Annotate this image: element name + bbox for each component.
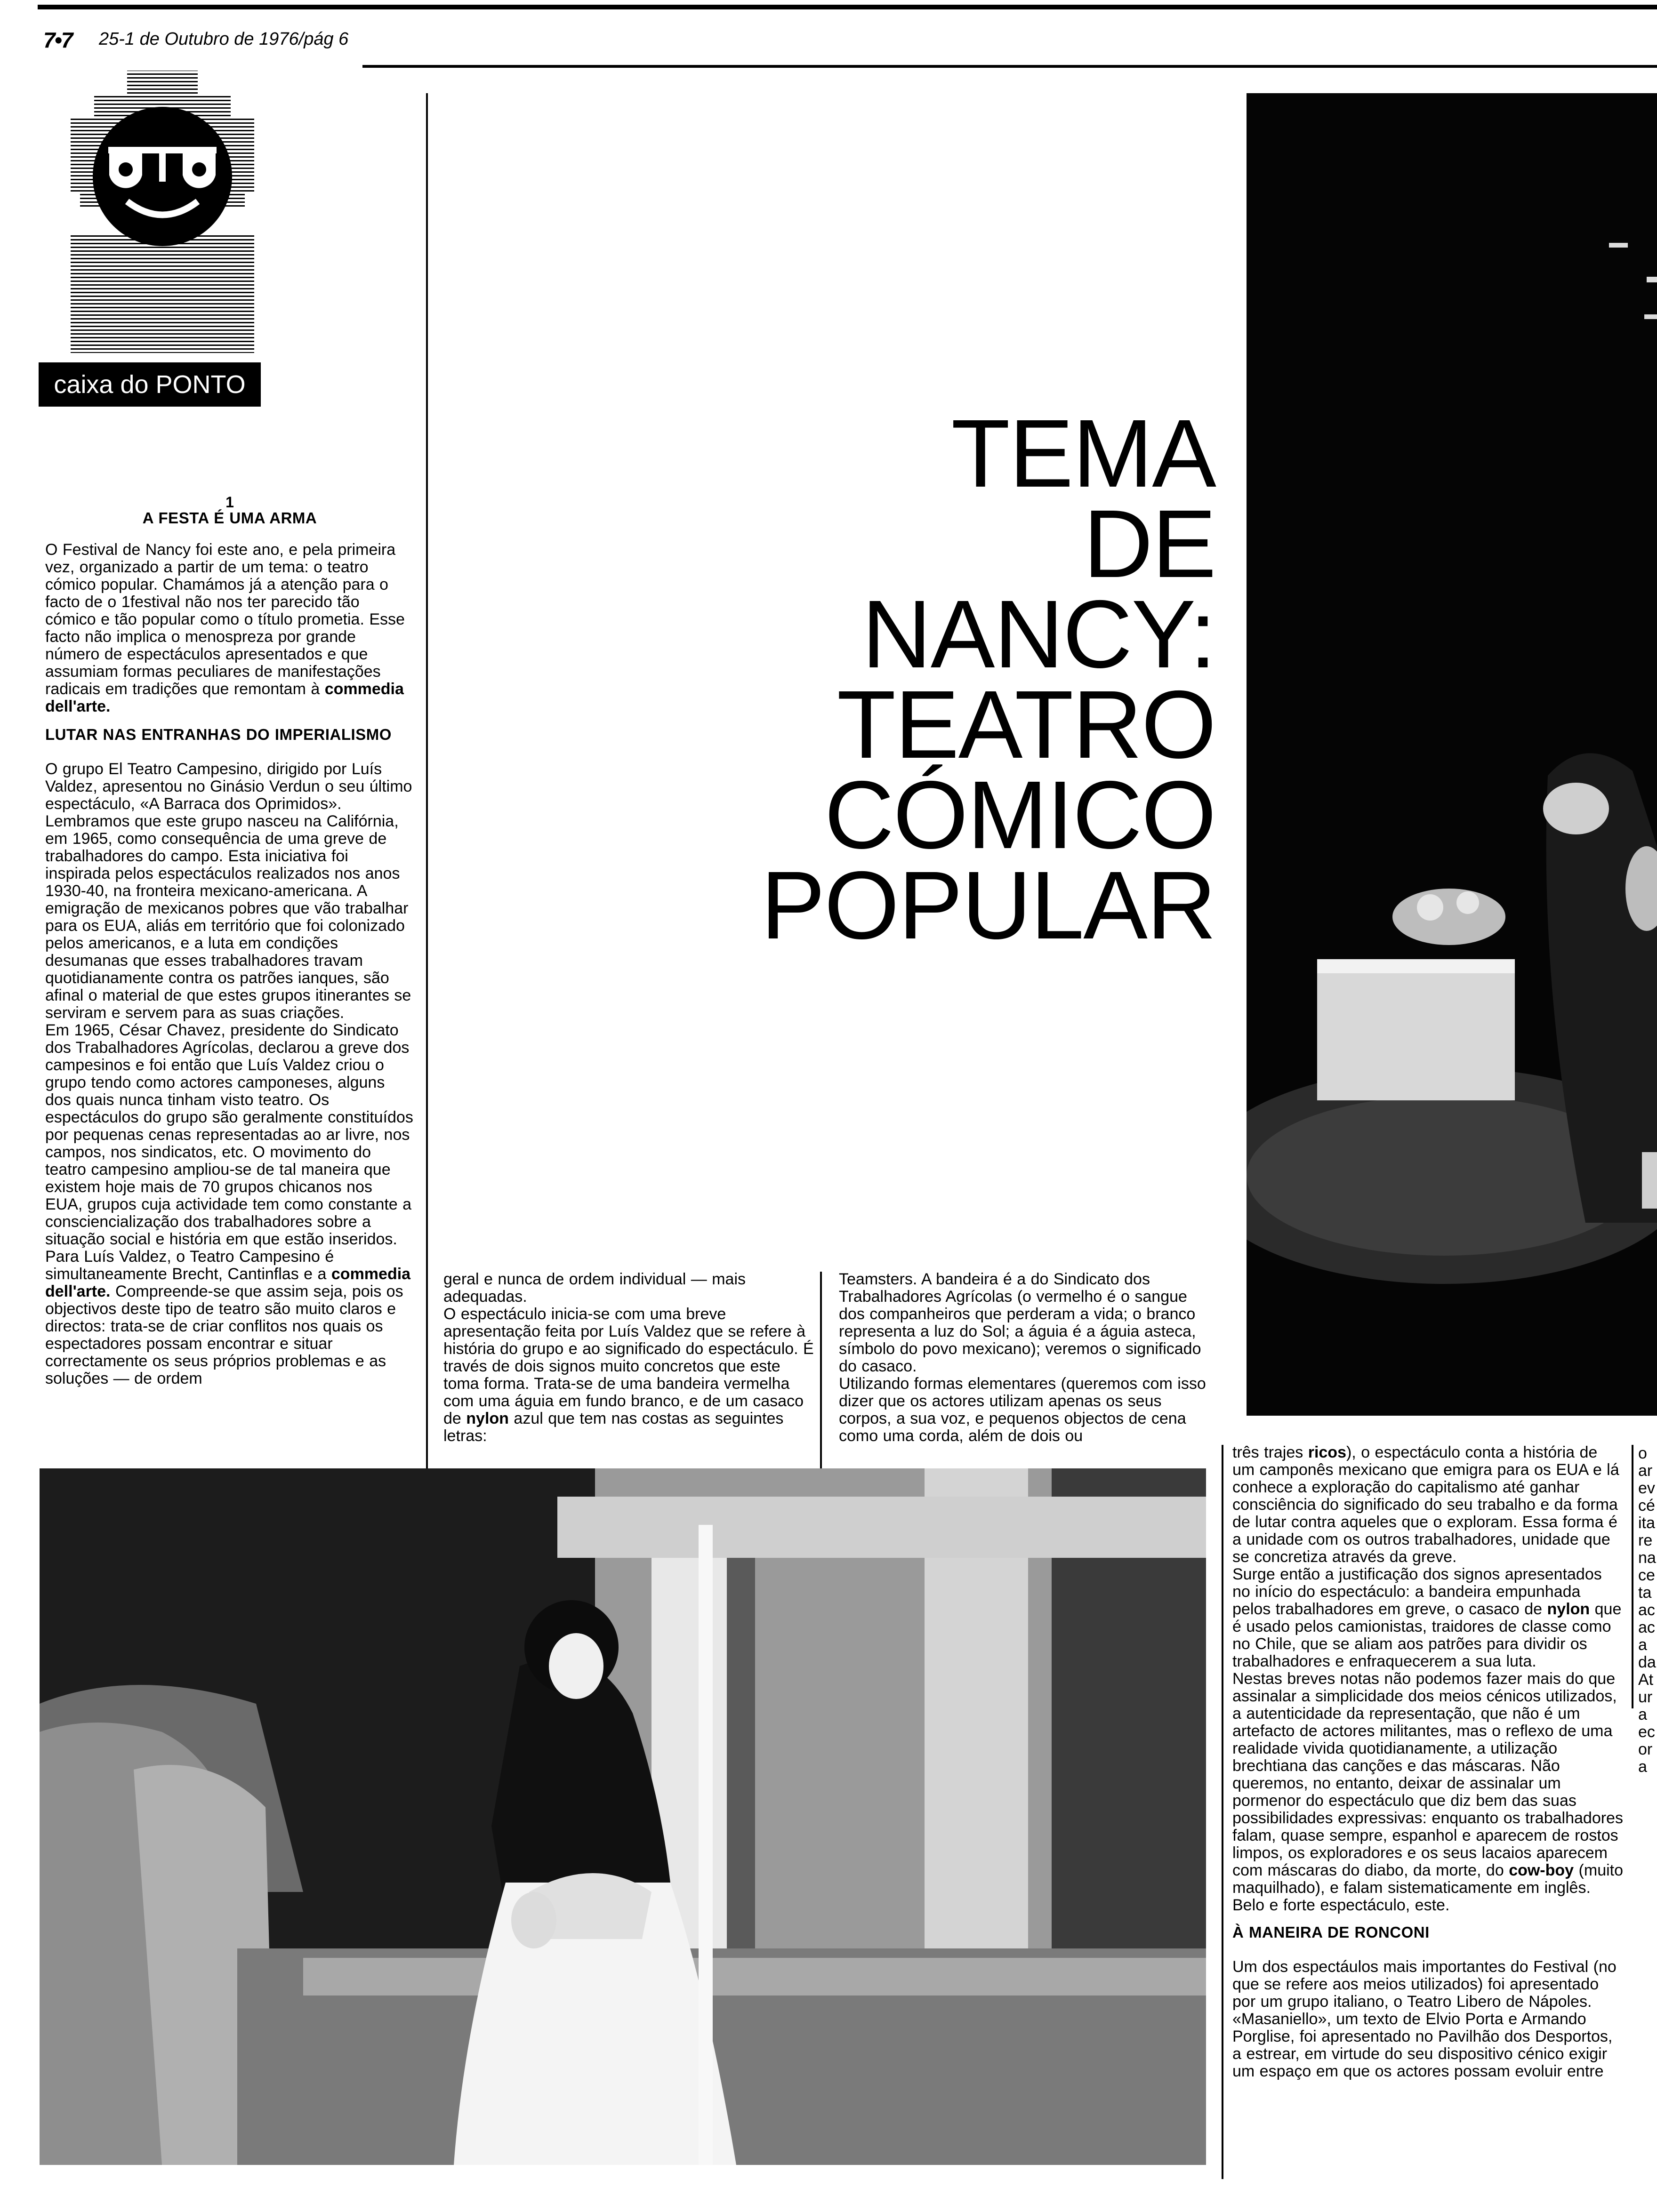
col1-paragraph-1: O Festival de Nancy foi este ano, e pela primeira vez, organizado a partir de um tema: o teatro cómico popular. Chamámos já a atenção para o facto de o 1festival não nos ter parecido tão cómico e tão popular como o título prometia. Esse facto não implica o menospreza por grande número de espectáculos apresentados e que assumiam formas peculiares de manifestações radicais em tradições que remontam à commedia dell'arte.	[45, 541, 405, 715]
col4-paragraph-3: Nestas breves notas não podemos fazer mais do que assinalar a simplicidade dos meios cénicos utilizados, a autenticidade da representação, que não é um artefacto de actores militantes, mas o reflexo de uma realidade vivida quotidianamente, a utilização brechtiana das canções e das máscaras. Não queremos, no entanto, deixar de assinalar um pormenor do espectáculo que diz bem das suas possibilidades expressivas: enquanto os trabalhadores falam, quase sempre, espanhol e aparecem de rostos limpos, os exploradores e os seus lacaios aparecem com máscaras do diabo, da morte, do cow-boy (muito maquilhado), e falam sistematicamente em inglês.	[1232, 1670, 1623, 1897]
headline-line-2: DE	[1083, 490, 1215, 598]
headline	[612, 400, 1215, 959]
column-rule-2	[820, 1272, 822, 1468]
col4-paragraph-4: Belo e forte espectáculo, este.	[1232, 1896, 1450, 1914]
col4-paragraph-5: Um dos espectáulos mais importantes do Festival (no que se refere aos meios utilizados) foi apresentado por um grupo italiano, o Teatro Libero de Nápoles. «Masaniello», um texto de Elvio Porta e Armando Porglise, foi apresentado no Pavilhão dos Desportos, a estrear, em virtude do seu dispositivo cénico exigir um espaço em que os actores possam evoluir entre	[1232, 1958, 1617, 2080]
column-3	[839, 1271, 1212, 1450]
subheading-imperialismo: LUTAR NAS ENTRANHAS DO IMPERIALISMO	[45, 726, 392, 743]
stage-photo-top	[1247, 93, 1657, 1416]
col1-paragraph-3: Em 1965, César Chavez, presidente do Sindicato dos Trabalhadores Agrícolas, declarou a greve dos campesinos e foi então que Luís Valdez criou o grupo tendo como actores camponeses, alguns dos quais nunca tinham visto teatro. Os espectáculos do grupo são geralmente constituídos por pequenas cenas representadas ao ar livre, nos campos, nos sindicatos, etc. O movimento do teatro campesino ampliou-se de tal maneira que existem hoje mais de 70 grupos chicanos nos EUA, grupos cuja actividade tem como constante a consciencialização dos trabalhadores sobre a situação social e história em que estão inseridos.	[45, 1021, 413, 1248]
col1-paragraph-2: O grupo El Teatro Campesino, dirigido por Luís Valdez, apresentou no Ginásio Verdun o seu último espectáculo, «A Barraca dos Oprimidos». Lembramos que este grupo nasceu na Califórnia, em 1965, como consequência de uma greve de trabalhadores do campo. Esta iniciativa foi inspirada pelos espectáculos realizados nos anos 1930-40, na fronteira mexicano-americana. A emigração de mexicanos pobres que vão trabalhar para os EUA, aliás em território que foi colonizado pelos americanos, e a luta em condições desumanas que esses trabalhadores travam quotidianamente contra os patrões ianques, são afinal o material de que estes grupos itinerantes se serviram e servem para as suas criações.	[45, 760, 412, 1022]
face-emblem-icon	[56, 66, 268, 409]
column-rule-4	[1632, 1445, 1633, 1708]
section-title: A FESTA É UMA ARMA	[142, 509, 317, 527]
col2-paragraph-2: O espectáculo inicia-se com uma breve apresentação feita por Luís Valdez que se refere à história do grupo e ao significado do espectáculo. É través de dois signos muito concretos que este toma forma. Trata-se de uma bandeira vermelha com uma águia em fundo branco, e de um casaco de nylon azul que tem nas costas as seguintes letras:	[443, 1305, 814, 1445]
dateline: 25-1 de Outubro de 1976/pág 6	[99, 29, 349, 49]
top-border	[38, 5, 1657, 9]
col4-paragraph-2: Surge então a justificação dos signos apresentados no início do espectáculo: a bandeira empunhada pelos trabalhadores em greve, o casaco de nylon que é usado pelos camionistas, traidores de classe como no Chile, que se aliam aos patrões para dividir os trabalhadores e enfraquecerem a sua luta.	[1232, 1565, 1622, 1670]
actors-on-stage-image	[40, 1468, 1206, 2165]
edge-column-fragments: o ar ev cé ita re na ce ta ac ac a da At ur a ec or a	[1638, 1445, 1656, 1776]
subheading-ronconi: À MANEIRA DE RONCONI	[1232, 1923, 1430, 1941]
header-rule	[362, 65, 1657, 68]
column-rule-3	[1222, 1445, 1223, 2179]
headline-line-1: TEMA	[951, 400, 1215, 507]
headline-line-4: TEATRO	[837, 671, 1215, 778]
stage-scene-image	[1247, 93, 1657, 1416]
col3-paragraph-2: Utilizando formas elementares (queremos com isso dizer que os actores utilizam apenas os seus corpos, a sua voz, e pequenos objectos de cena como uma corda, além de dois ou	[839, 1375, 1206, 1445]
col4-paragraph-1: três trajes ricos), o espectáculo conta a história de um camponês mexicano que emigra para os EUA e lá conhece a exploração do capitalismo até ganhar consciência do significado do seu trabalho e da forma de lutar contra aqueles que o exploram. Essa forma é a unidade com os outros trabalhadores, unidade que se concretiza através da greve.	[1232, 1444, 1619, 1566]
headline-line-6: POPULAR	[761, 851, 1215, 959]
col1-paragraph-4: Para Luís Valdez, o Teatro Campesino é simultaneamente Brecht, Cantinflas e a commedia dell'arte. Compreende-se que assim seja, pois os objectivos deste tipo de teatro são muito claros e directos: trata-se de criar conflitos nos quais os espectadores possam encontrar e situar correctamente os seus próprios problemas e as soluções — de ordem	[45, 1248, 411, 1387]
caixa-do-ponto-emblem	[56, 66, 268, 409]
column-2	[443, 1271, 815, 1450]
column-1	[45, 495, 414, 1441]
stage-photo-bottom	[40, 1468, 1206, 2165]
column-4	[1232, 1444, 1623, 2178]
section-number: 1	[225, 495, 234, 511]
newspaper-logo: 7•7	[43, 28, 72, 52]
headline-line-3: NANCY:	[861, 580, 1215, 688]
col3-paragraph-1: Teamsters. A bandeira é a do Sindicato dos Trabalhadores Agrícolas (o vermelho é o sangue dos companheiros que perderam a vida; o branco representa a luz do Sol; a águia é a águia asteca, símbolo do povo mexicano); veremos o significado do casaco.	[839, 1271, 1201, 1375]
headline-line-5: CÓMICO	[824, 761, 1215, 869]
col2-paragraph-1: geral e nunca de ordem individual — mais adequadas.	[443, 1271, 746, 1306]
column-rule-1	[426, 93, 428, 1468]
masthead-label: caixa do PONTO	[39, 362, 261, 407]
